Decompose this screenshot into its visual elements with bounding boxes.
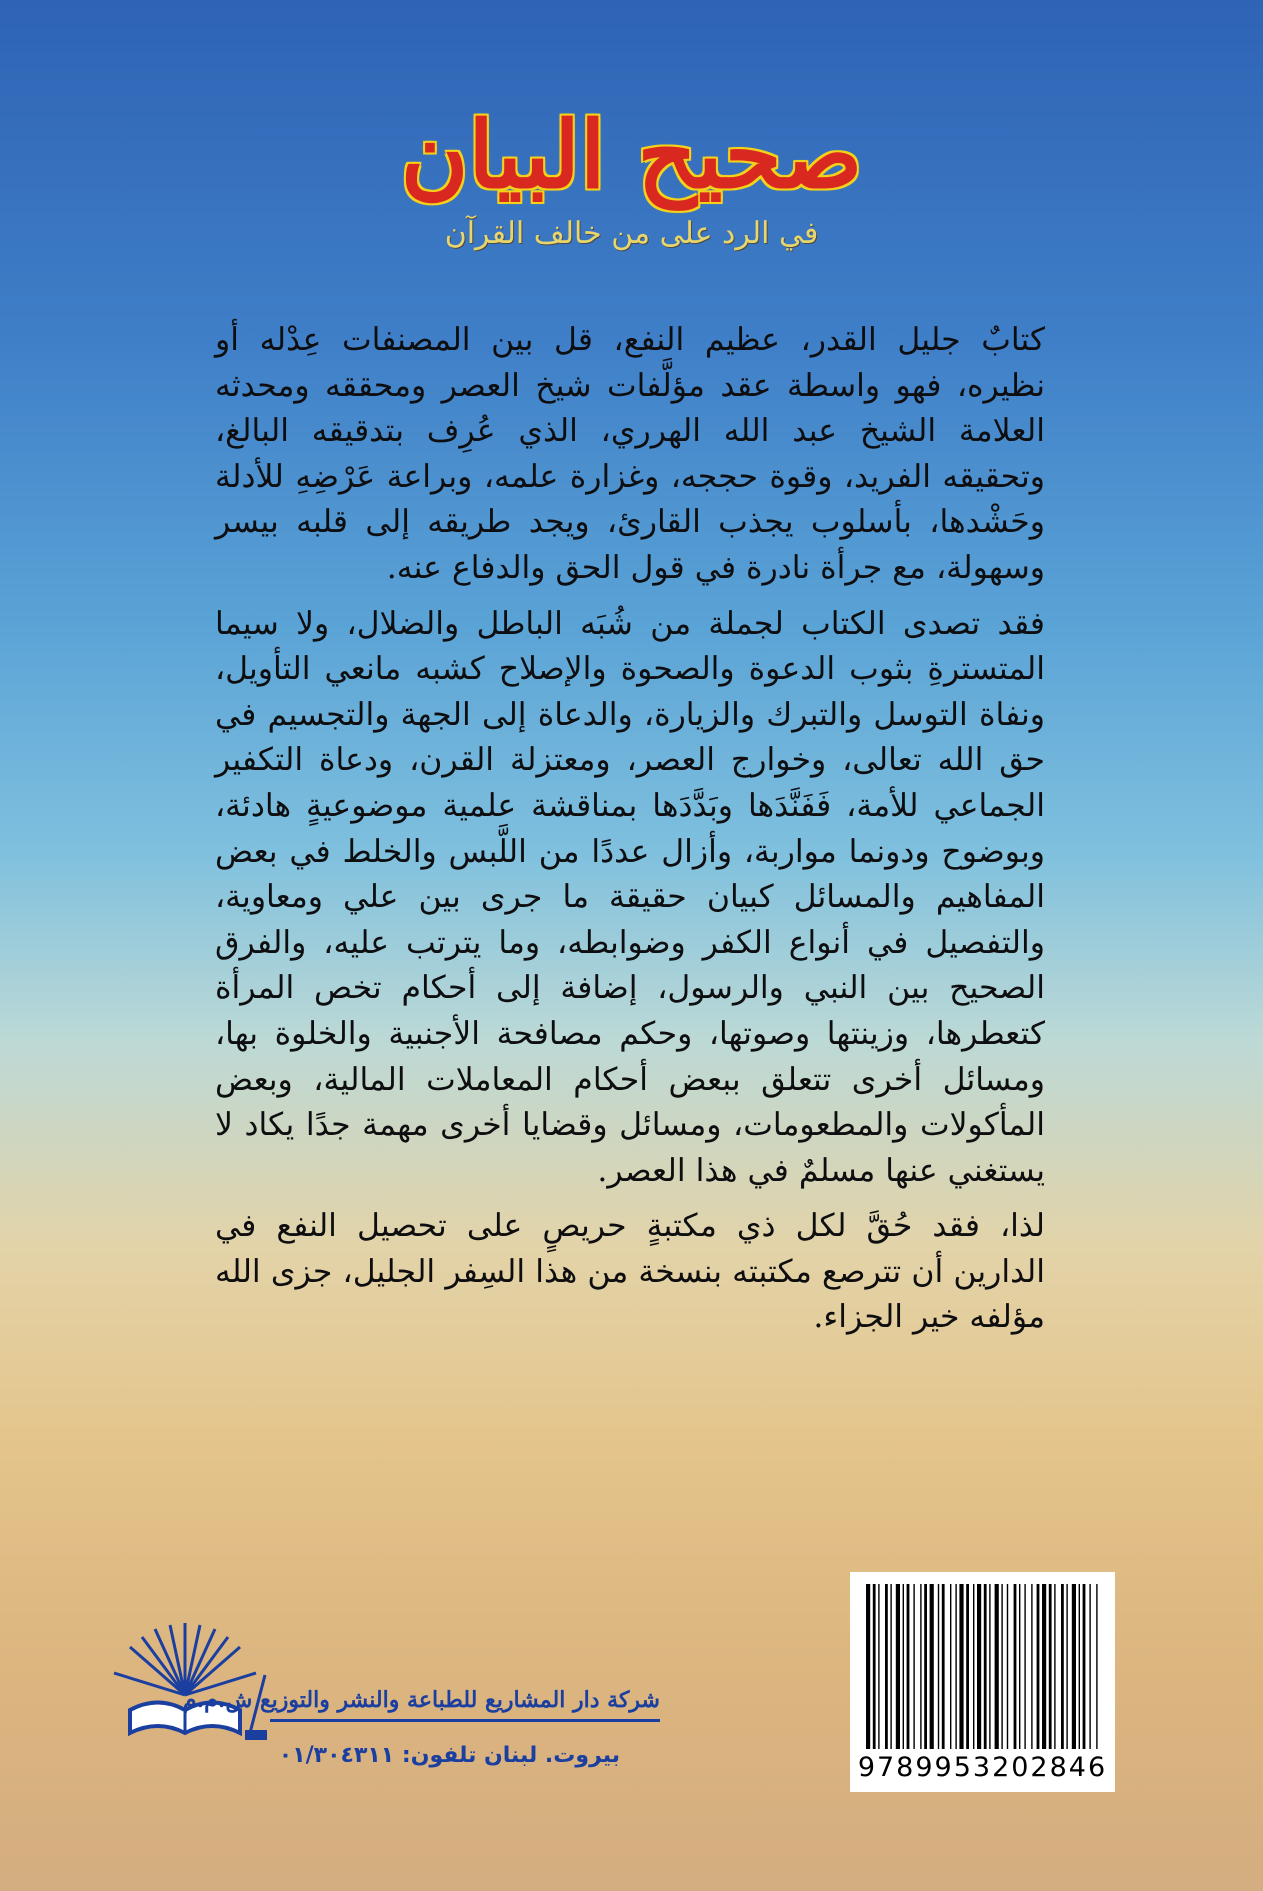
blurb-paragraph-1: كتابٌ جليل القدر، عظيم النفع، قل بين المصنفات عِدْله أو نظيره، فهو واسطة عقد مؤلَّفات شيخ العصر ومحققه ومحدثه العلامة الشيخ عبد الله الهرري، الذي عُرِف بتدقيقه البالغ، وتحقيقه الفريد، وقوة حججه، وغزارة علمه، وبراعة عَرْضِهِ للأدلة وحَشْدها، بأسلوب يجذب القارئ، ويجد طريقه إلى قلبه بيسر وسهولة، مع جرأة نادرة في قول الحق والدفاع عنه. <box>215 322 1045 586</box>
barcode-bar <box>1054 1584 1055 1749</box>
barcode-bar <box>995 1584 999 1749</box>
barcode-bar <box>966 1584 969 1749</box>
barcode-bar <box>1014 1584 1017 1749</box>
barcode-bar <box>907 1584 910 1749</box>
barcode-bars <box>862 1584 1103 1749</box>
barcode-bar <box>1042 1584 1046 1749</box>
book-subtitle: في الرد على من خالف القرآن <box>444 216 819 252</box>
barcode-bar <box>903 1584 904 1749</box>
barcode-bar <box>1083 1584 1086 1749</box>
blurb-paragraph-3: لذا، فقد حُقَّ لكل ذي مكتبةٍ حريصٍ على تحصيل النفع في الدارين أن تترصع مكتبته بنسخة من هذا السِفر الجليل، جزى الله مؤلفه خير الجزاء. <box>215 1208 1045 1336</box>
open-book-logo-icon <box>100 1615 270 1745</box>
back-cover-blurb <box>215 318 1045 1351</box>
barcode-bar <box>984 1584 987 1749</box>
barcode-bar <box>924 1584 927 1749</box>
title-block <box>0 100 1263 251</box>
barcode-bar <box>1019 1584 1020 1749</box>
barcode-bar <box>1031 1584 1032 1749</box>
barcode-bar <box>1079 1584 1080 1749</box>
barcode-bar <box>989 1584 990 1749</box>
isbn-barcode <box>850 1572 1115 1792</box>
barcode-bar <box>930 1584 934 1749</box>
barcode-bar <box>938 1584 939 1749</box>
barcode-bar <box>1037 1584 1040 1749</box>
barcode-bar <box>896 1584 900 1749</box>
blurb-paragraph-2: فقد تصدى الكتاب لجملة من شُبَه الباطل والضلال، ولا سيما المتسترةِ بثوب الدعوة والصحوة والإصلاح كشبه مانعي التأويل، ونفاة التوسل والتبرك والزيارة، والدعاة إلى الجهة والتجسيم في حق الله تعالى، وخوارج العصر، ومعتزلة القرن، ودعاة التكفير الجماعي للأمة، فَفَنَّدَها وبَدَّدَها بمناقشة علمية موضوعيةٍ هادئة، وبوضوح ودونما مواربة، وأزال عددًا من اللَّبس والخلط في بعض المفاهيم والمسائل كبيان حقيقة ما جرى بين علي ومعاوية، والتفصيل في أنواع الكفر وضوابطه، وما يترتب عليه، والفرق الصحيح بين النبي والرسول، إضافة إلى أحكام تخص المرأة كتعطرها، وزينتها وصوتها، وحكم مصافحة الأجنبية والخلوة بها، ومسائل أخرى تتعلق ببعض أحكام المعاملات المالية، وبعض المأكولات والمطعومات، ومسائل وقضايا أخرى مهمة جدًا يكاد لا يستغني عنها مسلمٌ في هذا العصر. <box>215 605 1045 1189</box>
barcode-bar <box>1072 1584 1076 1749</box>
barcode-bar <box>1049 1584 1052 1749</box>
barcode-bar <box>977 1584 981 1749</box>
book-title: صحيح البيان <box>400 101 863 209</box>
barcode-bar <box>942 1584 945 1749</box>
barcode-bar <box>913 1584 914 1749</box>
barcode-bar <box>950 1584 951 1749</box>
barcode-bar <box>1061 1584 1064 1749</box>
barcode-bar <box>955 1584 956 1749</box>
barcode-bar <box>890 1584 891 1749</box>
barcode-bar <box>1007 1584 1008 1749</box>
barcode-bar <box>920 1584 921 1749</box>
barcode-bar <box>1001 1584 1002 1749</box>
publisher-block <box>100 1615 660 1785</box>
barcode-bar <box>959 1584 963 1749</box>
barcode-bar <box>1066 1584 1067 1749</box>
barcode-bar <box>866 1584 870 1749</box>
barcode-bar <box>1096 1584 1097 1749</box>
barcode-bar <box>878 1584 879 1749</box>
publisher-name: شركة دار المشاريع للطباعة والنشر والتوزيع ش.م.م <box>270 1687 660 1722</box>
barcode-bar <box>873 1584 876 1749</box>
barcode-bar <box>1024 1584 1025 1749</box>
publisher-address: بيروت. لبنان تلفون: ٠١/٣٠٤٣١١ <box>278 1743 620 1768</box>
barcode-bar <box>1089 1584 1090 1749</box>
barcode-bar <box>885 1584 888 1749</box>
barcode-bar <box>973 1584 974 1749</box>
isbn-number: 9789953202846 <box>857 1752 1108 1783</box>
